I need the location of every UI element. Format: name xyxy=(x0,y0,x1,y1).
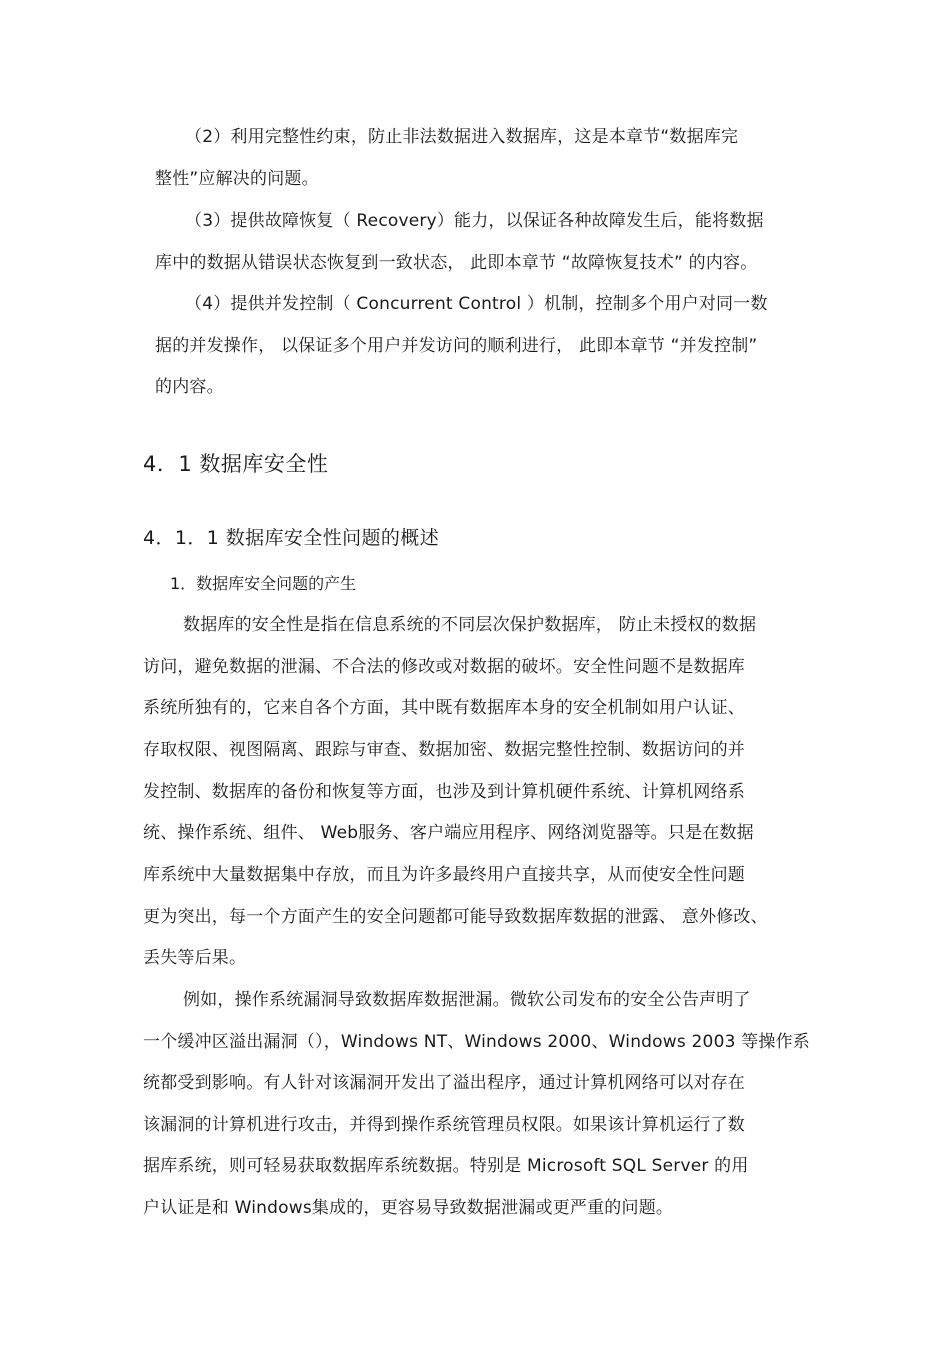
subsubsection-heading: 1．数据库安全问题的产生 xyxy=(170,574,357,593)
subsection-heading: 4．1．1 数据库安全性问题的概述 xyxy=(143,527,440,549)
body-para2-line-4: 该漏洞的计算机进行攻击，并得到操作系统管理员权限。如果该计算机运行了数 xyxy=(143,1115,745,1135)
intro-p2-line-2: 整性”应解决的问题。 xyxy=(155,169,319,189)
body-para2-line-3: 统都受到影响。有人针对该漏洞开发出了溢出程序，通过计算机网络可以对存在 xyxy=(143,1073,745,1093)
body-para2-line-6: 户认证是和 Windows集成的，更容易导致数据泄漏或更严重的问题。 xyxy=(143,1198,674,1218)
body-para2-line-5: 据库系统，则可轻易获取数据库系统数据。特别是 Microsoft SQL Server 的用 xyxy=(143,1156,749,1176)
intro-p4-line-2: 据的并发操作， 以保证多个用户并发访问的顺利进行， 此即本章节 “并发控制” xyxy=(155,336,758,356)
body-para1-line-7: 库系统中大量数据集中存放，而且为许多最终用户直接共享，从而使安全性问题 xyxy=(143,865,745,885)
body-para1-line-8: 更为突出，每一个方面产生的安全问题都可能导致数据库数据的泄露、 意外修改、 xyxy=(143,907,768,927)
section-heading: 4．1 数据库安全性 xyxy=(143,452,329,476)
intro-p4-line-1: （4）提供并发控制（ Concurrent Control ）机制，控制多个用户对同一数 xyxy=(185,294,768,314)
body-para1-line-2: 访问，避免数据的泄漏、不合法的修改或对数据的破坏。安全性问题不是数据库 xyxy=(143,657,745,677)
body-para2-line-2: 一个缓冲区溢出漏洞（），Windows NT、Windows 2000、Windows 2003 等操作系 xyxy=(143,1032,810,1052)
body-para1-line-6: 统、操作系统、组件、 Web服务、客户端应用程序、网络浏览器等。只是在数据 xyxy=(143,823,754,843)
body-para1-line-1: 数据库的安全性是指在信息系统的不同层次保护数据库， 防止未授权的数据 xyxy=(183,615,757,635)
intro-p3-line-2: 库中的数据从错误状态恢复到一致状态， 此即本章节 “故障恢复技术” 的内容。 xyxy=(155,253,758,273)
body-para2-line-1: 例如，操作系统漏洞导致数据库数据泄漏。微软公司发布的安全公告声明了 xyxy=(183,990,751,1010)
intro-p3-line-1: （3）提供故障恢复（ Recovery）能力，以保证各种故障发生后，能将数据 xyxy=(185,211,764,231)
body-para1-line-9: 丢失等后果。 xyxy=(143,948,247,968)
body-para1-line-3: 系统所独有的，它来自各个方面，其中既有数据库本身的安全机制如用户认证、 xyxy=(143,698,745,718)
body-para1-line-5: 发控制、数据库的备份和恢复等方面，也涉及到计算机硬件系统、计算机网络系 xyxy=(143,782,745,802)
intro-p2-line-1: （2）利用完整性约束，防止非法数据进入数据库，这是本章节“数据库完 xyxy=(185,127,739,147)
body-para1-line-4: 存取权限、视图隔离、跟踪与审查、数据加密、数据完整性控制、数据访问的并 xyxy=(143,740,745,760)
intro-p4-line-3: 的内容。 xyxy=(155,377,224,397)
